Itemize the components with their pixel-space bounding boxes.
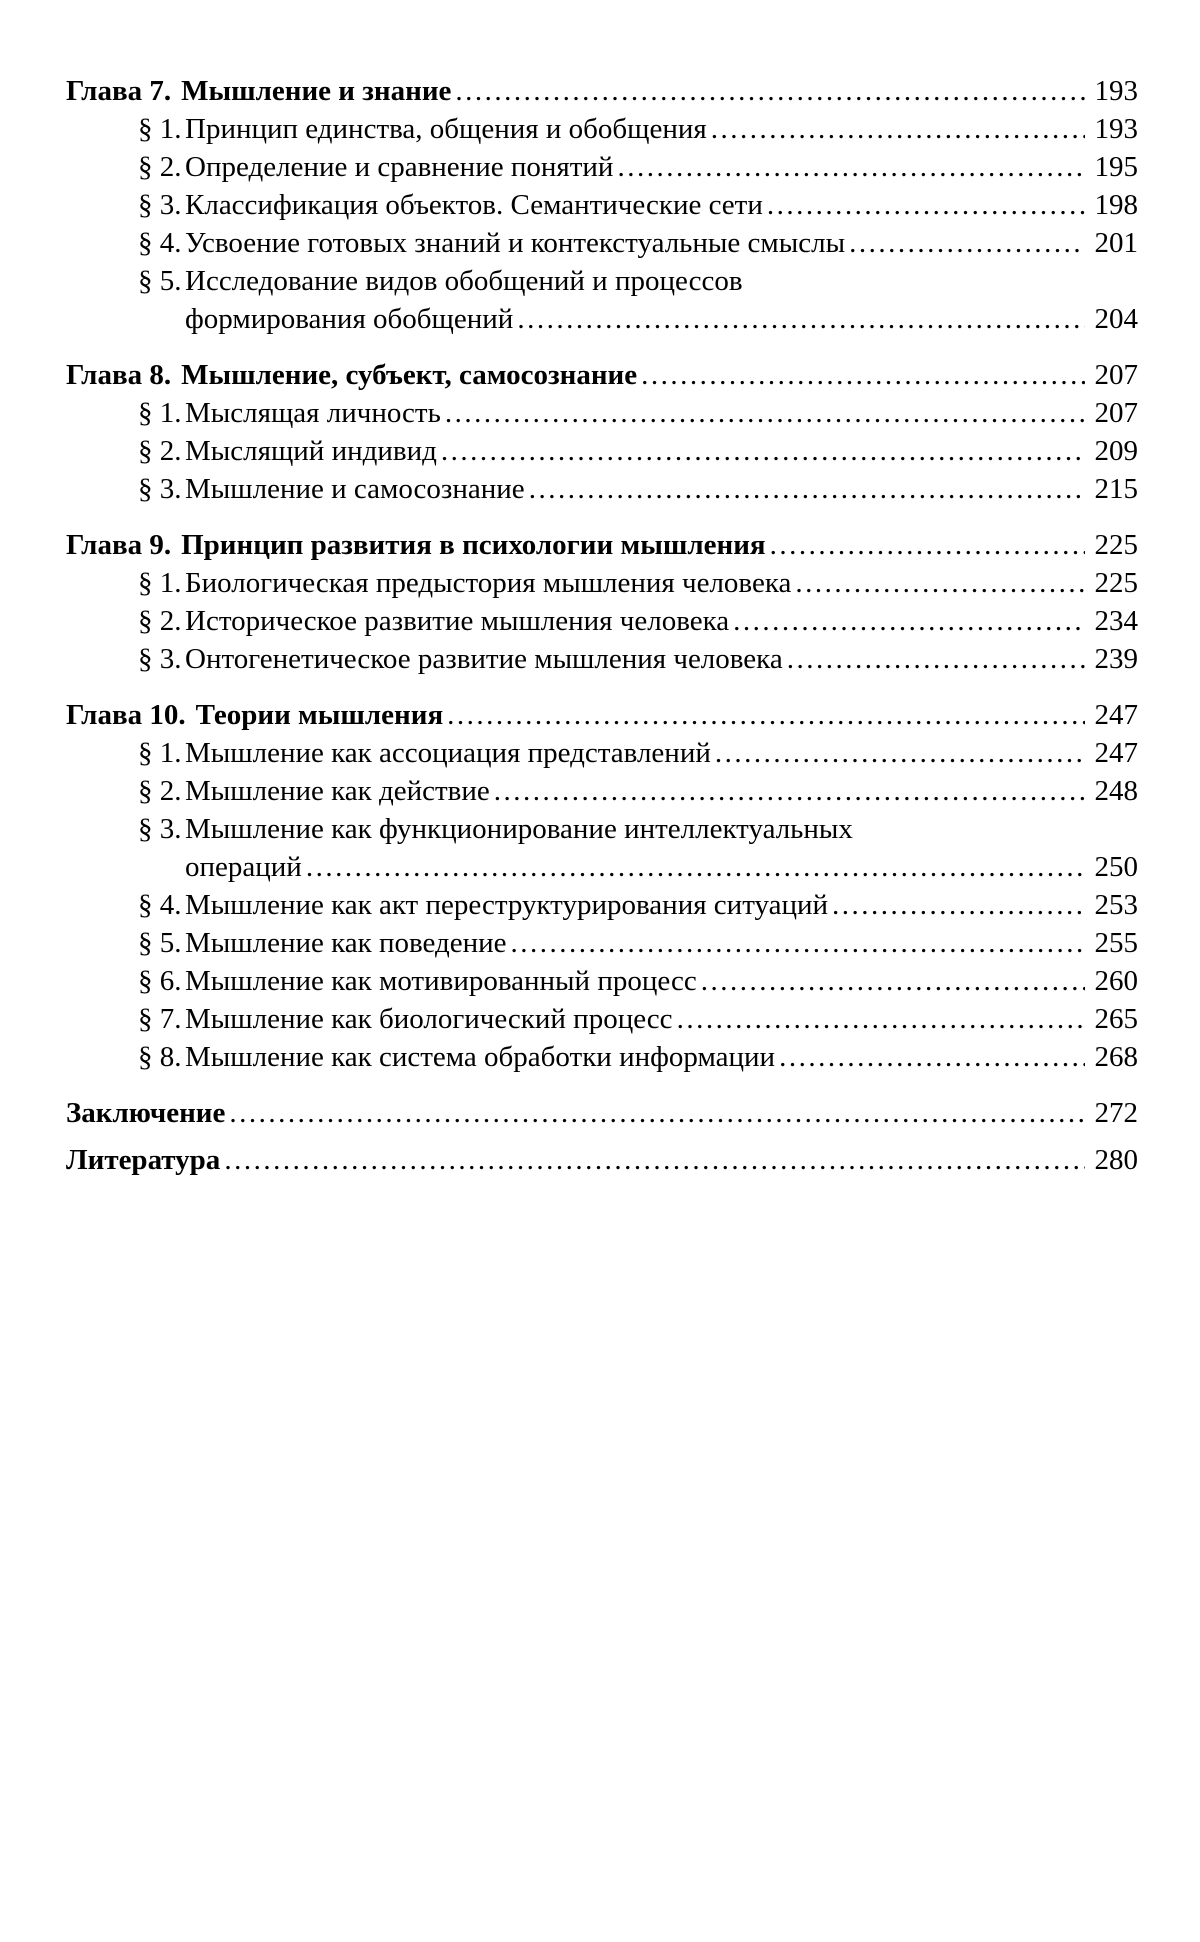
page-number: 280: [1094, 1144, 1138, 1176]
dot-leader: [701, 962, 1085, 1000]
toc-row: [66, 886, 1138, 924]
page-number: 193: [1094, 75, 1138, 107]
page-number: 268: [1094, 1041, 1138, 1073]
entry-label: Глава 7.: [66, 75, 172, 107]
dot-leader: [529, 470, 1085, 508]
dot-leader: [511, 924, 1085, 962]
toc-row: [66, 526, 1138, 564]
entry-label: § 2.: [138, 605, 182, 637]
entry-label: § 2.: [138, 775, 182, 807]
entry-title: Принцип единства, общения и обобщения: [185, 113, 707, 145]
toc-row: [66, 924, 1138, 962]
entry-label: § 5.: [138, 927, 182, 959]
dot-leader: [711, 110, 1085, 148]
entry-label: § 4.: [138, 227, 182, 259]
page-number: 247: [1094, 737, 1138, 769]
entry-title: Мыслящий индивид: [185, 435, 437, 467]
entry-label: § 8.: [138, 1041, 182, 1073]
page-number: 209: [1094, 435, 1138, 467]
page-number: 248: [1094, 775, 1138, 807]
page-number: 201: [1094, 227, 1138, 259]
dot-leader: [229, 1094, 1085, 1132]
toc-row: [66, 810, 1138, 848]
page-number: 239: [1094, 643, 1138, 675]
dot-leader: [779, 1038, 1085, 1076]
toc-row: [66, 262, 1138, 300]
dot-leader: [447, 696, 1085, 734]
entry-title: Мышление и самосознание: [185, 473, 525, 505]
entry-label: § 4.: [138, 889, 182, 921]
entry-title: Мышление как мотивированный процесс: [185, 965, 697, 997]
entry-title: Онтогенетическое развитие мышления человека: [185, 643, 783, 675]
entry-title: Литература: [66, 1144, 221, 1176]
entry-title: Историческое развитие мышления человека: [185, 605, 730, 637]
entry-title: Принцип развития в психологии мышления: [181, 529, 766, 561]
entry-title: формирования обобщений: [185, 303, 514, 335]
entry-title: Мышление, субъект, самосознание: [181, 359, 638, 391]
page-number: 253: [1094, 889, 1138, 921]
toc-row: [66, 1141, 1138, 1179]
page-number: 255: [1094, 927, 1138, 959]
entry-label: § 2.: [138, 151, 182, 183]
entry-title: Мышление как ассоциация представлений: [185, 737, 711, 769]
entry-title: Теории мышления: [195, 699, 444, 731]
entry-label: § 7.: [138, 1003, 182, 1035]
page-number: 272: [1094, 1097, 1138, 1129]
page-number: 250: [1094, 851, 1138, 883]
dot-leader: [455, 72, 1085, 110]
entry-title: Усвоение готовых знаний и контекстуальные смыслы: [185, 227, 846, 259]
dot-leader: [733, 602, 1085, 640]
dot-leader: [445, 394, 1085, 432]
toc-row: [66, 1038, 1138, 1076]
entry-label: § 1.: [138, 397, 182, 429]
toc-row: [66, 602, 1138, 640]
dot-leader: [677, 1000, 1085, 1038]
dot-leader: [787, 640, 1085, 678]
entry-title: Мышление как акт переструктурирования ситуаций: [185, 889, 829, 921]
entry-title: операций: [185, 851, 302, 883]
dot-leader: [715, 734, 1085, 772]
dot-leader: [517, 300, 1085, 338]
page-number: 247: [1094, 699, 1138, 731]
entry-label: § 2.: [138, 435, 182, 467]
entry-label: § 3.: [138, 643, 182, 675]
toc-row: [66, 1000, 1138, 1038]
entry-label: Глава 9.: [66, 529, 172, 561]
toc-row: [66, 696, 1138, 734]
dot-leader: [441, 432, 1085, 470]
entry-title: Мышление и знание: [181, 75, 452, 107]
page-number: 260: [1094, 965, 1138, 997]
entry-label: § 3.: [138, 189, 182, 221]
dot-leader: [849, 224, 1085, 262]
toc-row: [66, 148, 1138, 186]
entry-label: § 6.: [138, 965, 182, 997]
entry-label: § 5.: [138, 265, 182, 297]
entry-label: § 1.: [138, 737, 182, 769]
toc-row: [66, 564, 1138, 602]
toc-row: [66, 186, 1138, 224]
toc-row: [66, 962, 1138, 1000]
entry-title: Мышление как действие: [185, 775, 490, 807]
entry-label: Глава 8.: [66, 359, 172, 391]
page-number: 193: [1094, 113, 1138, 145]
toc-row: [66, 394, 1138, 432]
toc-row: [66, 72, 1138, 110]
toc-row: [66, 848, 1138, 886]
entry-title: Мышление как система обработки информации: [185, 1041, 776, 1073]
entry-label: § 3.: [138, 473, 182, 505]
toc-row: [66, 432, 1138, 470]
dot-leader: [494, 772, 1085, 810]
page-number: 207: [1094, 359, 1138, 391]
toc-row: [66, 110, 1138, 148]
toc-row: [66, 1094, 1138, 1132]
entry-title: Заключение: [66, 1097, 226, 1129]
toc-row: [66, 224, 1138, 262]
page-number: 225: [1094, 567, 1138, 599]
dot-leader: [770, 526, 1085, 564]
entry-title: Определение и сравнение понятий: [185, 151, 614, 183]
entry-label: § 1.: [138, 567, 182, 599]
page-number: 207: [1094, 397, 1138, 429]
entry-title: Исследование видов обобщений и процессов: [185, 265, 743, 297]
entry-title: Мыслящая личность: [185, 397, 441, 429]
entry-title: Мышление как функционирование интеллектуальных: [185, 813, 853, 845]
page-number: 204: [1094, 303, 1138, 335]
dot-leader: [767, 186, 1085, 224]
page-number: 265: [1094, 1003, 1138, 1035]
entry-title: Классификация объектов. Семантические сети: [185, 189, 763, 221]
toc-row: [66, 772, 1138, 810]
dot-leader: [641, 356, 1085, 394]
dot-leader: [617, 148, 1085, 186]
toc-row: [66, 734, 1138, 772]
toc-row: [66, 640, 1138, 678]
page-number: 234: [1094, 605, 1138, 637]
dot-leader: [224, 1141, 1085, 1179]
entry-label: § 1.: [138, 113, 182, 145]
toc-row: [66, 356, 1138, 394]
page-number: 198: [1094, 189, 1138, 221]
entry-title: Биологическая предыстория мышления человека: [185, 567, 792, 599]
dot-leader: [832, 886, 1085, 924]
entry-title: Мышление как биологический процесс: [185, 1003, 673, 1035]
entry-label: Глава 10.: [66, 699, 186, 731]
entry-title: Мышление как поведение: [185, 927, 507, 959]
entry-label: § 3.: [138, 813, 182, 845]
page-number: 195: [1094, 151, 1138, 183]
dot-leader: [795, 564, 1085, 602]
page-number: 225: [1094, 529, 1138, 561]
dot-leader: [306, 848, 1085, 886]
toc-row: [66, 470, 1138, 508]
page-number: 215: [1094, 473, 1138, 505]
toc-row: [66, 300, 1138, 338]
